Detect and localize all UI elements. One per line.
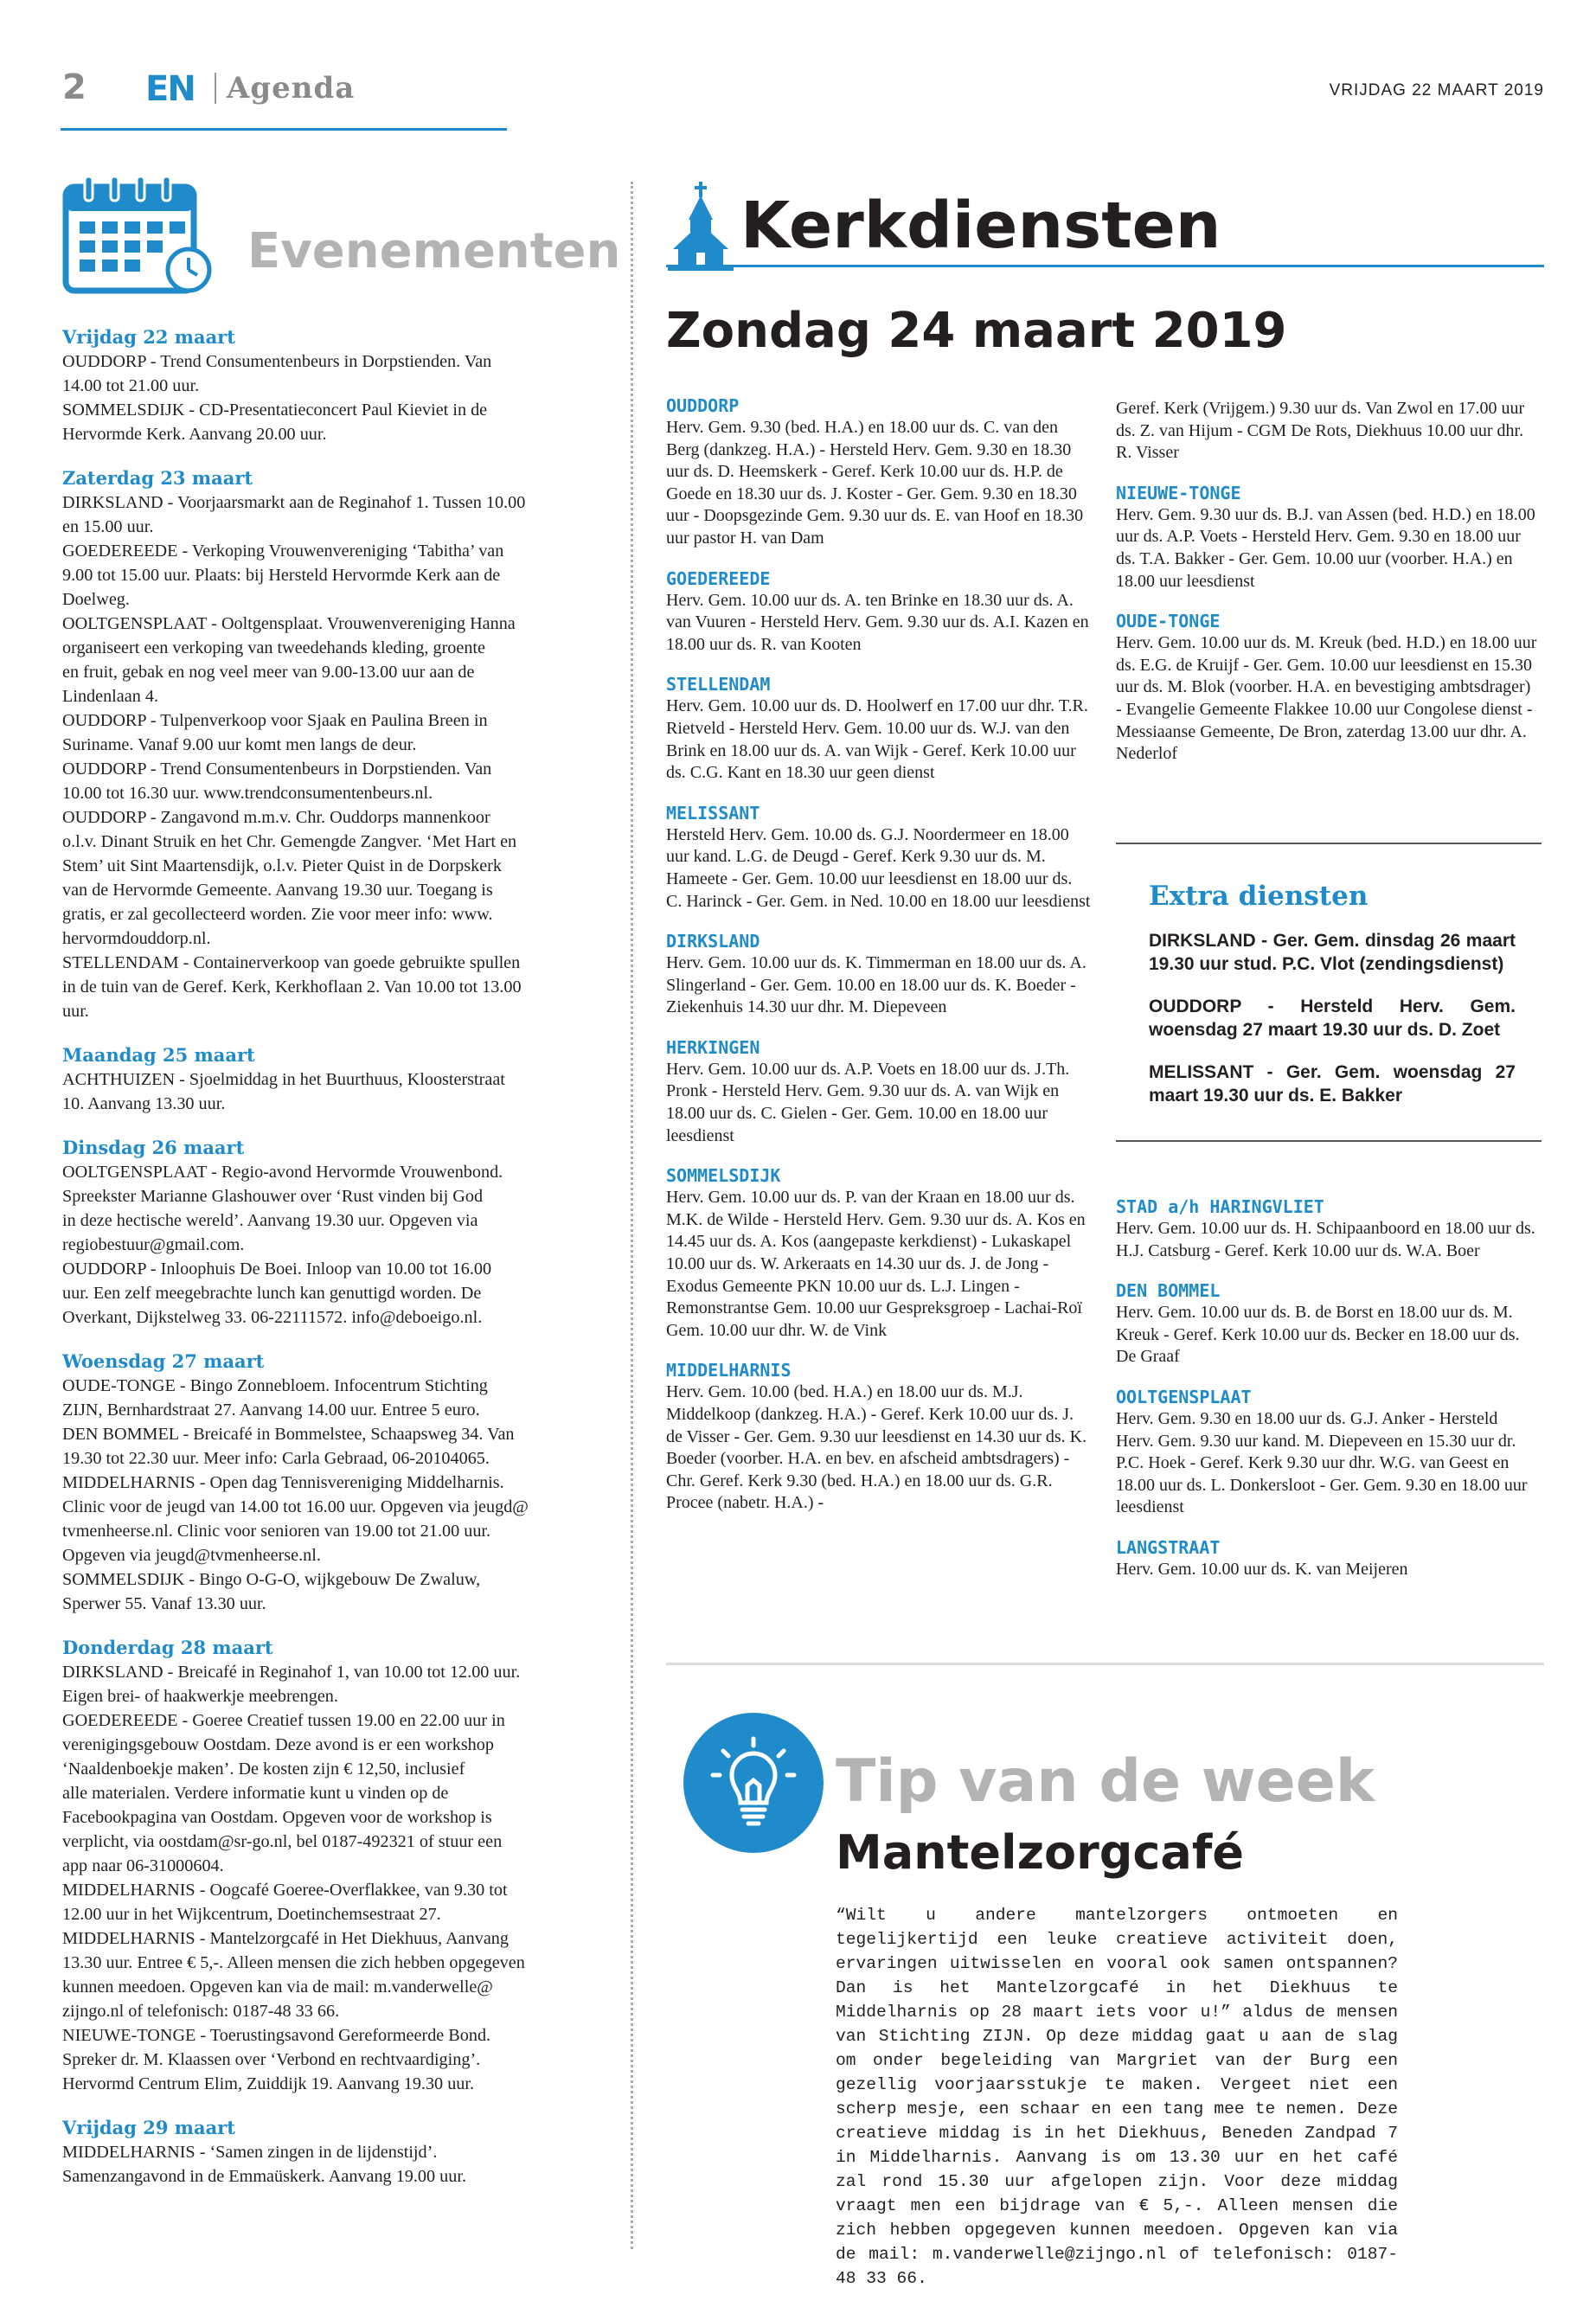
town-services: Herv. Gem. 10.00 uur ds. A.P. Voets en 18.00 uur ds. J.Th. Pronk - Hersteld Herv. Gem. 9.30 uur ds. A. van Wijk en 18.00 uur ds. C. Gielen - Ger. Gem. 10.00 en 18.00 uur leesdienst [666, 1059, 1070, 1145]
issue-date: VRIJDAG 22 MAART 2019 [1329, 81, 1544, 99]
town-services-continued: Geref. Kerk (Vrijgem.) 9.30 uur ds. Van Zwol en 17.00 uur ds. Z. van Hijum - CGM De Rots, Diekhuus 10.00 uur dhr. R. Visser [1116, 399, 1525, 463]
event-day-heading: Zaterdag 23 maart [62, 467, 253, 489]
town-services: Herv. Gem. 9.30 (bed. H.A.) en 18.00 uur ds. C. van den Berg (dankzeg. H.A.) - Hersteld Herv. Gem. 9.30 en 18.30 uur ds. D. Heemskerk - Geref. Kerk 10.00 uur ds. H.P. de Goede en 18.30 uur ds. J. Koster - Ger. Gem. 9.30 en 18.30 uur - Doopsgezinde Gem. 9.30 uur ds. E. van Hoof en 18.30 uur pastor H. van Dam [666, 418, 1084, 548]
section-name: Agenda [227, 71, 356, 106]
event-day-text: MIDDELHARNIS - ‘Samen zingen in de lijdenstijd’. Samenzangavond in de Emmaüskerk. Aanvang 19.00 uur. [62, 2143, 467, 2186]
services-column-2b [1116, 1195, 1540, 1581]
town-heading: OOLTGENSPLAAT [1116, 1386, 1252, 1407]
town-heading: OUDE-TONGE [1116, 611, 1221, 632]
tip-rule [666, 1663, 1544, 1665]
event-day-heading: Vrijdag 29 maart [62, 2117, 235, 2138]
page-number: 2 [62, 67, 87, 107]
event-day-heading: Vrijdag 22 maart [62, 326, 235, 348]
extra-box-top-rule [1116, 843, 1542, 844]
header-divider [215, 73, 216, 104]
town-services: Herv. Gem. 10.00 uur ds. M. Kreuk (bed. H.D.) en 18.00 uur ds. E.G. de Kruijf - Ger. Gem. 10.00 uur leesdienst en 15.30 uur ds. M. Blok (voorber. H.A. en bevestiging ambtsdrager) - Evangelie Gemeente Flakkee 10.00 uur Congolese dienst - Messiaanse Gemeente, De Bron, zaterdag 13.00 uur dhr. A. Nederlof [1116, 633, 1537, 764]
town-heading: MELISSANT [666, 802, 760, 824]
town-heading: OUDDORP [666, 395, 740, 416]
extra-diensten-list [1149, 929, 1516, 1126]
town-services: Herv. Gem. 10.00 uur ds. P. van der Kraan en 18.00 uur ds. M.K. de Wilde - Hersteld Herv. Gem. 9.30 uur ds. A. Kos en 14.45 uur ds. A. Kos (aangepaste kerkdienst) - Lukaskapel 10.00 uur ds. W. Arkeraats en 14.30 uur ds. J. de Jong - Exodus Gemeente PKN 10.00 uur ds. L.J. Lingen - Remonstrantse Gem. 10.00 uur Gespreksgroep - Lachai-Roï Gem. 10.00 uur dhr. W. de Vink [666, 1188, 1086, 1340]
newspaper-logo: EN [145, 69, 195, 109]
church-icon [668, 182, 734, 272]
town-heading: HERKINGEN [666, 1036, 760, 1058]
extra-diensten-title: Extra diensten [1149, 881, 1368, 912]
calendar-clock-icon [62, 175, 221, 296]
event-day-heading: Woensdag 27 maart [62, 1350, 265, 1372]
town-heading: SOMMELSDIJK [666, 1165, 781, 1187]
event-day-heading: Maandag 25 maart [62, 1044, 255, 1066]
evenementen-title: Evenementen [247, 223, 621, 279]
kerkdiensten-rule [666, 265, 1544, 267]
town-services: Herv. Gem. 10.00 uur ds. H. Schipaanboord en 18.00 uur ds. H.J. Catsburg - Geref. Kerk 10.00 uur ds. W.A. Boer [1116, 1219, 1535, 1260]
kerkdiensten-title: Kerkdiensten [740, 189, 1221, 263]
town-heading: NIEUWE-TONGE [1116, 482, 1241, 503]
event-day-text: ACHTHUIZEN - Sjoelmiddag in het Buurthuus, Kloosterstraat 10. Aanvang 13.30 uur. [62, 1070, 505, 1113]
event-day-heading: Donderdag 28 maart [62, 1637, 273, 1658]
tip-subtitle: Mantelzorgcafé [836, 1825, 1244, 1880]
town-heading: STELLENDAM [666, 674, 771, 695]
town-services: Hersteld Herv. Gem. 10.00 ds. G.J. Noordermeer en 18.00 uur kand. L.G. de Deugd - Geref. Kerk 9.30 uur ds. M. Hameete - Ger. Gem. 10.00 uur leesdienst en 18.00 uur ds. C. Harinck - Ger. Gem. in Ned. 10.00 en 18.00 uur leesdienst [666, 824, 1091, 911]
town-services: Herv. Gem. 10.00 uur ds. K. van Meijeren [1116, 1559, 1408, 1579]
event-day-text: OOLTGENSPLAAT - Regio-avond Hervormde Vrouwenbond. Spreekster Marianne Glashouwer over ‘Rust vinden bij God in deze hectische wereld’. Aanvang 19.30 uur. Opgeven via regiobestuur@gmail.com. OUDDORP - Inloophuis De Boei. Inloop van 10.00 tot 16.00 uur. Een zelf meegebrachte lunch kan genuttigd worden. De Overkant, Dijkstelweg 33. 06-22111572. info@deboeigo.nl. [62, 1163, 503, 1327]
extra-service: MELISSANT - Ger. Gem. woensdag 27 maart 19.30 uur ds. E. Bakker [1149, 1062, 1516, 1106]
services-column-2 [1116, 398, 1540, 766]
column-divider [631, 182, 633, 2249]
town-heading: MIDDELHARNIS [666, 1360, 792, 1381]
town-services: Herv. Gem. 9.30 uur ds. B.J. van Assen (bed. H.D.) en 18.00 uur ds. A.P. Voets - Hersteld Herv. Gem. 9.30 en 18.00 uur ds. T.A. Bakker - Ger. Gem. 10.00 uur (voorber. H.A.) en 18.00 uur leesdienst [1116, 504, 1535, 591]
tip-title: Tip van de week [836, 1747, 1375, 1816]
services-column-1 [666, 394, 1092, 1515]
header-rule [61, 128, 507, 131]
town-heading: GOEDEREEDE [666, 567, 771, 589]
town-services: Herv. Gem. 10.00 uur ds. D. Hoolwerf en 17.00 uur dhr. T.R. Rietveld - Hersteld Herv. Gem. 10.00 uur ds. W.J. van den Brink en 18.00 uur ds. A. van Wijk - Geref. Kerk 10.00 uur ds. C.G. Kant en 18.30 uur geen dienst [666, 696, 1088, 783]
town-heading: LANGSTRAAT [1116, 1536, 1221, 1558]
extra-service: DIRKSLAND - Ger. Gem. dinsdag 26 maart 19.30 uur stud. P.C. Vlot (zendingsdienst) [1149, 931, 1516, 974]
event-day-text: OUDDORP - Trend Consumentenbeurs in Dorpstienden. Van 14.00 tot 21.00 uur. SOMMELSDIJK - CD-Presentatieconcert Paul Kieviet in de Hervormde Kerk. Aanvang 20.00 uur. [62, 352, 492, 444]
town-services: Herv. Gem. 9.30 en 18.00 uur ds. G.J. Anker - Hersteld Herv. Gem. 9.30 uur kand. M. Diepeveen en 15.30 uur dr. P.C. Hoek - Geref. Kerk 9.30 uur dhr. W.G. van Geest en 18.00 uur ds. L. Donkersloot - Ger. Gem. 9.30 en 18.00 uur leesdienst [1116, 1408, 1528, 1517]
tip-body: “Wilt u andere mantelzorgers ontmoeten en tegelijkertijd een leuke creatieve activiteit doen, ervaringen uitwisselen en vooral ook samen ontspannen? Dan is het Mantelzorgcafé in het Diekhuus te Middelharnis op 28 maart iets voor u!” aldus de mensen van Stichting ZIJN. Op deze middag gaat u aan de slag om onder begeleiding van Margriet van der Burg een gezellig voorjaarsstukje te maken. Vergeet niet een scherp mesje, een schaar en een tang mee te nemen. Deze creatieve middag is in het Diekhuus, Beneden Zandpad 7 in Middelharnis. Aanvang is om 13.30 uur en het café zal rond 15.30 uur afgelopen zijn. Voor deze middag vraagt men een bijdrage van € 5,-. Alleen mensen die zich hebben opgegeven kunnen meedoen. Opgeven kan via de mail: m.vanderwelle@zijngo.nl of telefonisch: 0187-48 33 66. [836, 1906, 1398, 2288]
town-heading: DIRKSLAND [666, 931, 760, 952]
extra-box-bottom-rule [1116, 1140, 1542, 1142]
town-services: Herv. Gem. 10.00 uur ds. K. Timmerman en 18.00 uur ds. A. Slingerland - Ger. Gem. 10.00 en 18.00 uur ds. K. Boeder - Ziekenhuis 14.30 uur dhr. M. Diepeveen [666, 953, 1086, 1017]
event-day-heading: Dinsdag 26 maart [62, 1137, 245, 1158]
extra-service: OUDDORP - Hersteld Herv. Gem. woensdag 27 maart 19.30 uur ds. D. Zoet [1149, 997, 1516, 1040]
town-heading: DEN BOMMEL [1116, 1280, 1221, 1302]
town-services: Herv. Gem. 10.00 uur ds. B. de Borst en 18.00 uur ds. M. Kreuk - Geref. Kerk 10.00 uur ds. Becker en 18.00 uur ds. De Graaf [1116, 1303, 1520, 1367]
event-day-text: DIRKSLAND - Breicafé in Reginahof 1, van 10.00 tot 12.00 uur. Eigen brei- of haakwerkje meebrengen. GOEDEREEDE - Goeree Creatief tussen 19.00 en 22.00 uur in verenigingsgebouw Oostdam. Deze avond is er een workshop ‘Naaldenboekje maken’. De kosten zijn € 12,50, inclusief alle materialen. Verdere informatie kunt u vinden op de Facebookpagina van Oostdam. Opgeven voor de workshop is verplicht, via oostdam@sr-go.nl, bel 0187-492321 of stuur een app naar 06-31000604. MIDDELHARNIS - Oogcafé Goeree-Overflakkee, van 9.30 tot 12.00 uur in het Wijkcentrum, Doetinchemsestraat 27. MIDDELHARNIS - Mantelzorgcafé in Het Diekhuus, Aanvang 13.30 uur. Entree € 5,-. Alleen mensen die zich hebben opgegeven kunnen meedoen. Opgeven kan via de mail: m.vanderwelle@ zijngo.nl of telefonisch: 0187-48 33 66. NIEUWE-TONGE - Toerustingsavond Gereformeerde Bond. Spreker dr. M. Klaassen over ‘Verbond en rechtvaardiging’. Hervormd Centrum Elim, Zuiddijk 19. Aanvang 19.30 uur. [62, 1663, 525, 2093]
lightbulb-badge [683, 1713, 824, 1853]
event-day-text: DIRKSLAND - Voorjaarsmarkt aan de Reginahof 1. Tussen 10.00 en 15.00 uur. GOEDEREEDE - Verkoping Vrouwenvereniging ‘Tabitha’ van 9.00 tot 15.00 uur. Plaats: bij Hersteld Hervormde Kerk aan de Doelweg. OOLTGENSPLAAT - Ooltgensplaat. Vrouwenvereniging Hanna organiseert een verkoping van tweedehands kleding, groente en fruit, gebak en nog veel meer van 9.00-13.00 uur aan de Lindenlaan 4. OUDDORP - Tulpenverkoop voor Sjaak en Paulina Breen in Suriname. Vanaf 9.00 uur komt men langs de deur. OUDDORP - Trend Consumentenbeurs in Dorpstienden. Van 10.00 tot 16.30 uur. www.trendconsumentenbeurs.nl. OUDDORP - Zangavond m.m.v. Chr. Ouddorps mannenkoor o.l.v. Dinant Struik en het Chr. Gemengde Zangver. ‘Met Hart en Stem’ uit Sint Maartensdijk, o.l.v. Pieter Quist in de Dorpskerk van de Hervormde Gemeente. Aanvang 19.30 uur. Toegang is gratis, er zal gecollecteerd worden. Zie voor meer info: www. hervormdouddorp.nl. STELLENDAM - Containerverkoop van goede gebruikte spullen in de tuin van de Geref. Kerk, Kerkhoflaan 2. Van 10.00 tot 13.00 uur. [62, 493, 526, 1021]
lightbulb-icon [683, 1713, 824, 1853]
town-services: Herv. Gem. 10.00 uur ds. A. ten Brinke en 18.30 uur ds. A. van Vuuren - Hersteld Herv. Gem. 9.30 uur ds. A.I. Kazen en 18.00 uur ds. R. van Kooten [666, 590, 1089, 654]
events-list [62, 325, 604, 2189]
event-day-text: OUDE-TONGE - Bingo Zonnebloem. Infocentrum Stichting ZIJN, Bernhardstraat 27. Aanvang 14.00 uur. Entree 5 euro. DEN BOMMEL - Breicafé in Bommelstee, Schaapsweg 34. Van 19.30 tot 22.30 uur. Meer info: Carla Gebraad, 06-20104065. MIDDELHARNIS - Open dag Tennisvereniging Middelharnis. Clinic voor de jeugd van 14.00 tot 16.00 uur. Opgeven via jeugd@ tvmenheerse.nl. Clinic voor senioren van 19.00 tot 21.00 uur. Opgeven via jeugd@tvmenheerse.nl. SOMMELSDIJK - Bingo O-G-O, wijkgebouw De Zwaluw, Sperwer 55. Vanaf 13.30 uur. [62, 1376, 529, 1613]
town-heading: STAD a/h HARINGVLIET [1116, 1196, 1324, 1217]
service-date-title: Zondag 24 maart 2019 [666, 303, 1287, 359]
town-services: Herv. Gem. 10.00 (bed. H.A.) en 18.00 uur ds. M.J. Middelkoop (dankzeg. H.A.) - Geref. Kerk 10.00 uur ds. J. de Visser - Ger. Gem. 9.30 uur leesdienst en 14.30 uur ds. K. Boeder (voorber. H.A. en bev. en afscheid ambtsdragers) - Chr. Geref. Kerk 9.30 (bed. H.A.) en 18.00 uur ds. G.R. Procee (nabetr. H.A.) - [666, 1382, 1087, 1513]
